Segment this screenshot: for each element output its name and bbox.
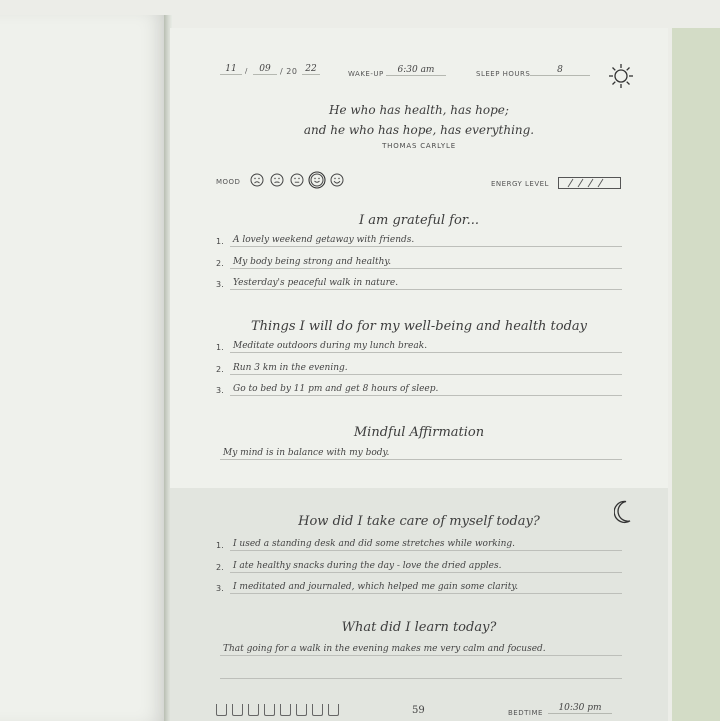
smile-face-icon[interactable] [330, 173, 344, 187]
wellbeing-line-1[interactable] [230, 338, 622, 353]
water-glass-icon[interactable] [328, 704, 339, 716]
wellbeing-text-3: Go to bed by 11 pm and get 8 hours of sleep. [233, 384, 439, 394]
affirmation-line[interactable] [220, 445, 622, 460]
sun-icon [608, 63, 634, 89]
self-care-number-2: 2. [216, 563, 224, 572]
water-glass-icon[interactable] [216, 704, 227, 716]
sleep-hours-label: SLEEP HOURS [476, 70, 531, 78]
grateful-line-3[interactable] [230, 275, 622, 290]
affirmation-heading: Mindful Affirmation [353, 425, 485, 440]
wake-up-value: 6:30 am [386, 65, 446, 76]
grateful-heading: I am grateful for... [359, 213, 479, 228]
grateful-line-1[interactable] [230, 232, 622, 247]
grateful-text-1: A lovely weekend getaway with friends. [233, 235, 415, 245]
bedtime-value: 10:30 pm [548, 703, 612, 714]
self-care-text-1: I used a standing desk and did some stretches while working. [233, 539, 516, 549]
date-year-prefix: / 20 [280, 67, 298, 76]
quote-line-1: He who has health, has hope; [329, 103, 509, 117]
wellbeing-text-2: Run 3 km in the evening. [233, 363, 348, 373]
learn-heading: What did I learn today? [341, 620, 497, 635]
wake-up-label: WAKE-UP [348, 70, 384, 78]
affirmation-text: My mind is in balance with my body. [223, 448, 390, 458]
grateful-text-3: Yesterday's peaceful walk in nature. [233, 278, 399, 288]
grateful-text-2: My body being strong and healthy. [233, 257, 392, 267]
self-care-number-3: 3. [216, 584, 224, 593]
grateful-line-2[interactable] [230, 254, 622, 269]
learn-text: That going for a walk in the evening makes me very calm and focused. [223, 644, 546, 654]
wellbeing-line-3[interactable] [230, 381, 622, 396]
learn-line-1[interactable] [220, 641, 622, 656]
water-tracker[interactable] [216, 704, 346, 718]
water-glass-icon[interactable] [280, 704, 291, 716]
date-field: 11 / 09 / 20 22 [220, 64, 330, 78]
date-month: 09 [253, 64, 277, 75]
energy-level-label: ENERGY LEVEL [491, 180, 549, 188]
learn-line-2[interactable] [220, 664, 622, 679]
energy-level-bar[interactable] [558, 177, 622, 190]
date-day: 11 [220, 64, 242, 75]
water-glass-icon[interactable] [248, 704, 259, 716]
happy-face-icon[interactable] [308, 171, 326, 189]
wellbeing-heading: Things I will do for my well-being and health today [250, 319, 588, 334]
wellbeing-text-1: Meditate outdoors during my lunch break. [233, 341, 428, 351]
bedtime-label: BEDTIME [508, 709, 543, 717]
wellbeing-line-2[interactable] [230, 360, 622, 375]
water-glass-icon[interactable] [312, 704, 323, 716]
quote-line-2: and he who has hope, has everything. [303, 123, 535, 137]
water-glass-icon[interactable] [232, 704, 243, 716]
self-care-line-3[interactable] [230, 579, 622, 594]
water-glass-icon[interactable] [264, 704, 275, 716]
wellbeing-number-3: 3. [216, 386, 224, 395]
neutral-face-icon[interactable] [290, 173, 304, 187]
grateful-number-1: 1. [216, 237, 224, 246]
left-page [0, 15, 168, 721]
date-year: 22 [302, 64, 320, 75]
wellbeing-number-2: 2. [216, 365, 224, 374]
self-care-number-1: 1. [216, 541, 224, 550]
book-cover-edge [672, 28, 720, 721]
self-care-line-1[interactable] [230, 536, 622, 551]
self-care-text-2: I ate healthy snacks during the day - love the dried apples. [233, 561, 502, 571]
self-care-text-3: I meditated and journaled, which helped me gain some clarity. [233, 582, 519, 592]
grateful-number-2: 2. [216, 259, 224, 268]
mood-label: MOOD [216, 178, 241, 186]
quote-author: THOMAS CARLYLE [382, 142, 456, 150]
sad-face-icon[interactable] [250, 173, 264, 187]
self-care-line-2[interactable] [230, 558, 622, 573]
frown-face-icon[interactable] [270, 173, 284, 187]
water-glass-icon[interactable] [296, 704, 307, 716]
page-number: 59 [412, 705, 425, 716]
sleep-hours-value: 8 [530, 65, 590, 76]
grateful-number-3: 3. [216, 280, 224, 289]
journal-page [170, 28, 668, 721]
self-care-heading: How did I take care of myself today? [298, 514, 540, 529]
mood-selector[interactable] [250, 173, 350, 189]
wellbeing-number-1: 1. [216, 343, 224, 352]
